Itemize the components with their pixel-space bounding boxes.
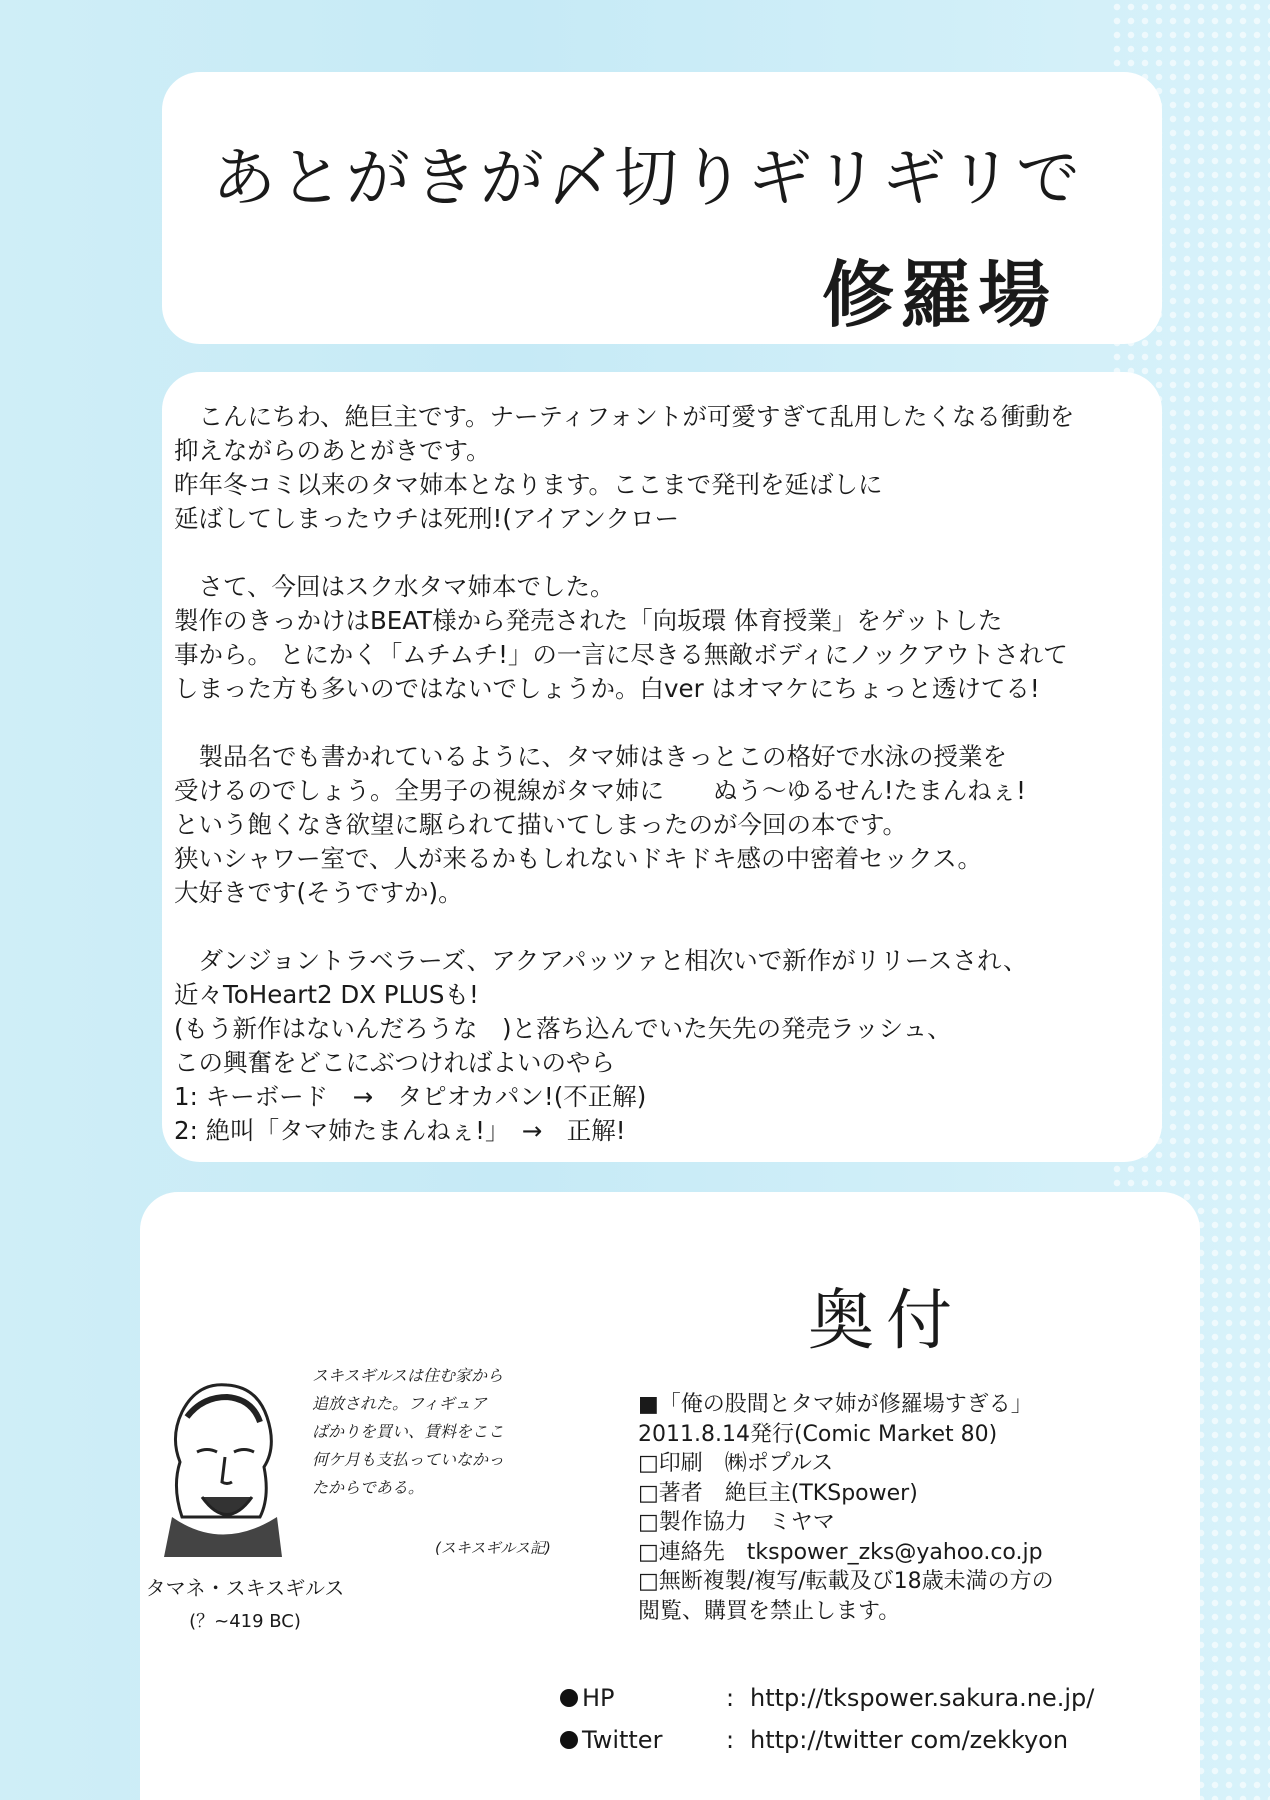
text-line: 大好きです(そうですか)。 [174, 878, 463, 907]
bust-illustration [142, 1367, 302, 1557]
bust-dates: (？~419 BC) [189, 1611, 301, 1632]
quote-signature: (スキスギルス記) [435, 1539, 551, 1557]
text-line: 昨年冬コミ以来のタマ姉本となります。ここまで発刊を延ばしに [174, 470, 883, 499]
text-line: という飽くなき欲望に駆られて描いてしまったのが今回の本です。 [174, 810, 908, 839]
credit-line: □印刷 ㈱ポプルス [638, 1451, 834, 1476]
bust-quote [312, 1362, 542, 1502]
afterword-panel [162, 372, 1162, 1162]
text-line: 近々ToHeart2 DX PLUSも! [174, 980, 479, 1009]
colophon-panel [140, 1192, 1200, 1800]
text-line: 抑えながらのあとがきです。 [174, 436, 491, 465]
credit-line: □連絡先 tkspower_zks@yahoo.co.jp [638, 1539, 1043, 1565]
text-line: (もう新作はないんだろうな )と落ち込んでいた矢先の発売ラッシュ、 [174, 1014, 952, 1043]
link-label-text: Twitter [582, 1726, 663, 1754]
hp-url-link[interactable]: http://tkspower.sakura.ne.jp/ [750, 1684, 1095, 1712]
title-panel [162, 72, 1162, 344]
paragraph [174, 570, 1154, 706]
link-label-text: HP [582, 1684, 615, 1712]
credits-block [638, 1390, 1178, 1626]
credit-line: 2011.8.14発行(Comic Market 80) [638, 1421, 998, 1447]
text-line: こんにちわ、絶巨主です。ナーティフォントが可愛すぎて乱用したくなる衝動を [174, 402, 1075, 431]
link-label-twitter [560, 1719, 710, 1761]
text-line: 1: キーボード → タピオカパン!(不正解) [174, 1082, 647, 1111]
afterword-text [174, 400, 1154, 1182]
bust-caption: タマネ・スキスギルス [145, 1576, 345, 1600]
text-line: 製作のきっかけはBEAT様から発売された「向坂環 体育授業」をゲットした [174, 606, 1003, 635]
twitter-url-link[interactable]: http://twitter com/zekkyon [750, 1726, 1069, 1754]
page-title: あとがきが〆切りギリギリで [212, 142, 1083, 216]
text-line: しまった方も多いのではないでしょうか。白ver はオマケにちょっと透けてる! [174, 674, 1040, 703]
credit-line: □無断複製/複写/転載及び18歳未満の方の [638, 1569, 1054, 1594]
text-line: 事から。 とにかく「ムチムチ!」の一言に尽きる無敵ボディにノックアウトされて [174, 640, 1068, 669]
quote-line: 追放された。フィギュア [312, 1394, 487, 1413]
credit-line: □製作協力 ミヤマ [638, 1510, 835, 1535]
quote-line: たからである。 [312, 1478, 424, 1497]
links-block [560, 1677, 1200, 1761]
credit-line: □著者 絶巨主(TKSpower) [638, 1480, 918, 1506]
paragraph [174, 740, 1154, 910]
text-line: 受けるのでしょう。全男子の視線がタマ姉に ぬう～ゆるせん!たまんねぇ! [174, 776, 1026, 805]
quote-line: ばかりを買い、賃料をここ [312, 1422, 505, 1441]
text-line: 狭いシャワー室で、人が来るかもしれないドキドキ感の中密着セックス。 [174, 844, 983, 873]
text-line: 延ばしてしまったウチは死刑!(アイアンクロー [174, 504, 679, 533]
text-line: ダンジョントラベラーズ、アクアパッツァと相次いで新作がリリースされ、 [174, 946, 1028, 975]
quote-line: スキスギルスは住む家から [312, 1366, 504, 1385]
text-line: さて、今回はスク水タマ姉本でした。 [174, 572, 615, 601]
colophon-title: 奥付 [808, 1282, 964, 1359]
paragraph [174, 400, 1154, 536]
bullet-icon [560, 1689, 578, 1707]
text-line: 製品名でも書かれているように、タマ姉はきっとこの格好で水泳の授業を [174, 742, 1007, 771]
text-line: 2: 絶叫「タマ姉たまんねぇ!」 → 正解! [174, 1116, 626, 1145]
page-title-sub: 修羅場 [822, 253, 1057, 337]
paragraph [174, 944, 1154, 1148]
link-row-hp [560, 1677, 1200, 1719]
quote-line: 何ケ月も支払っていなかっ [312, 1450, 505, 1469]
link-separator: : [725, 1684, 735, 1712]
credit-line: 閲覧、購買を禁止します。 [638, 1598, 901, 1624]
text-line: この興奮をどこにぶつければよいのやら [174, 1048, 615, 1077]
link-row-twitter [560, 1719, 1200, 1761]
bullet-icon [560, 1731, 578, 1749]
link-separator: : [725, 1726, 735, 1754]
credit-line: ■「俺の股間とタマ姉が修羅場すぎる」 [638, 1392, 1033, 1417]
link-label-hp [560, 1677, 710, 1719]
